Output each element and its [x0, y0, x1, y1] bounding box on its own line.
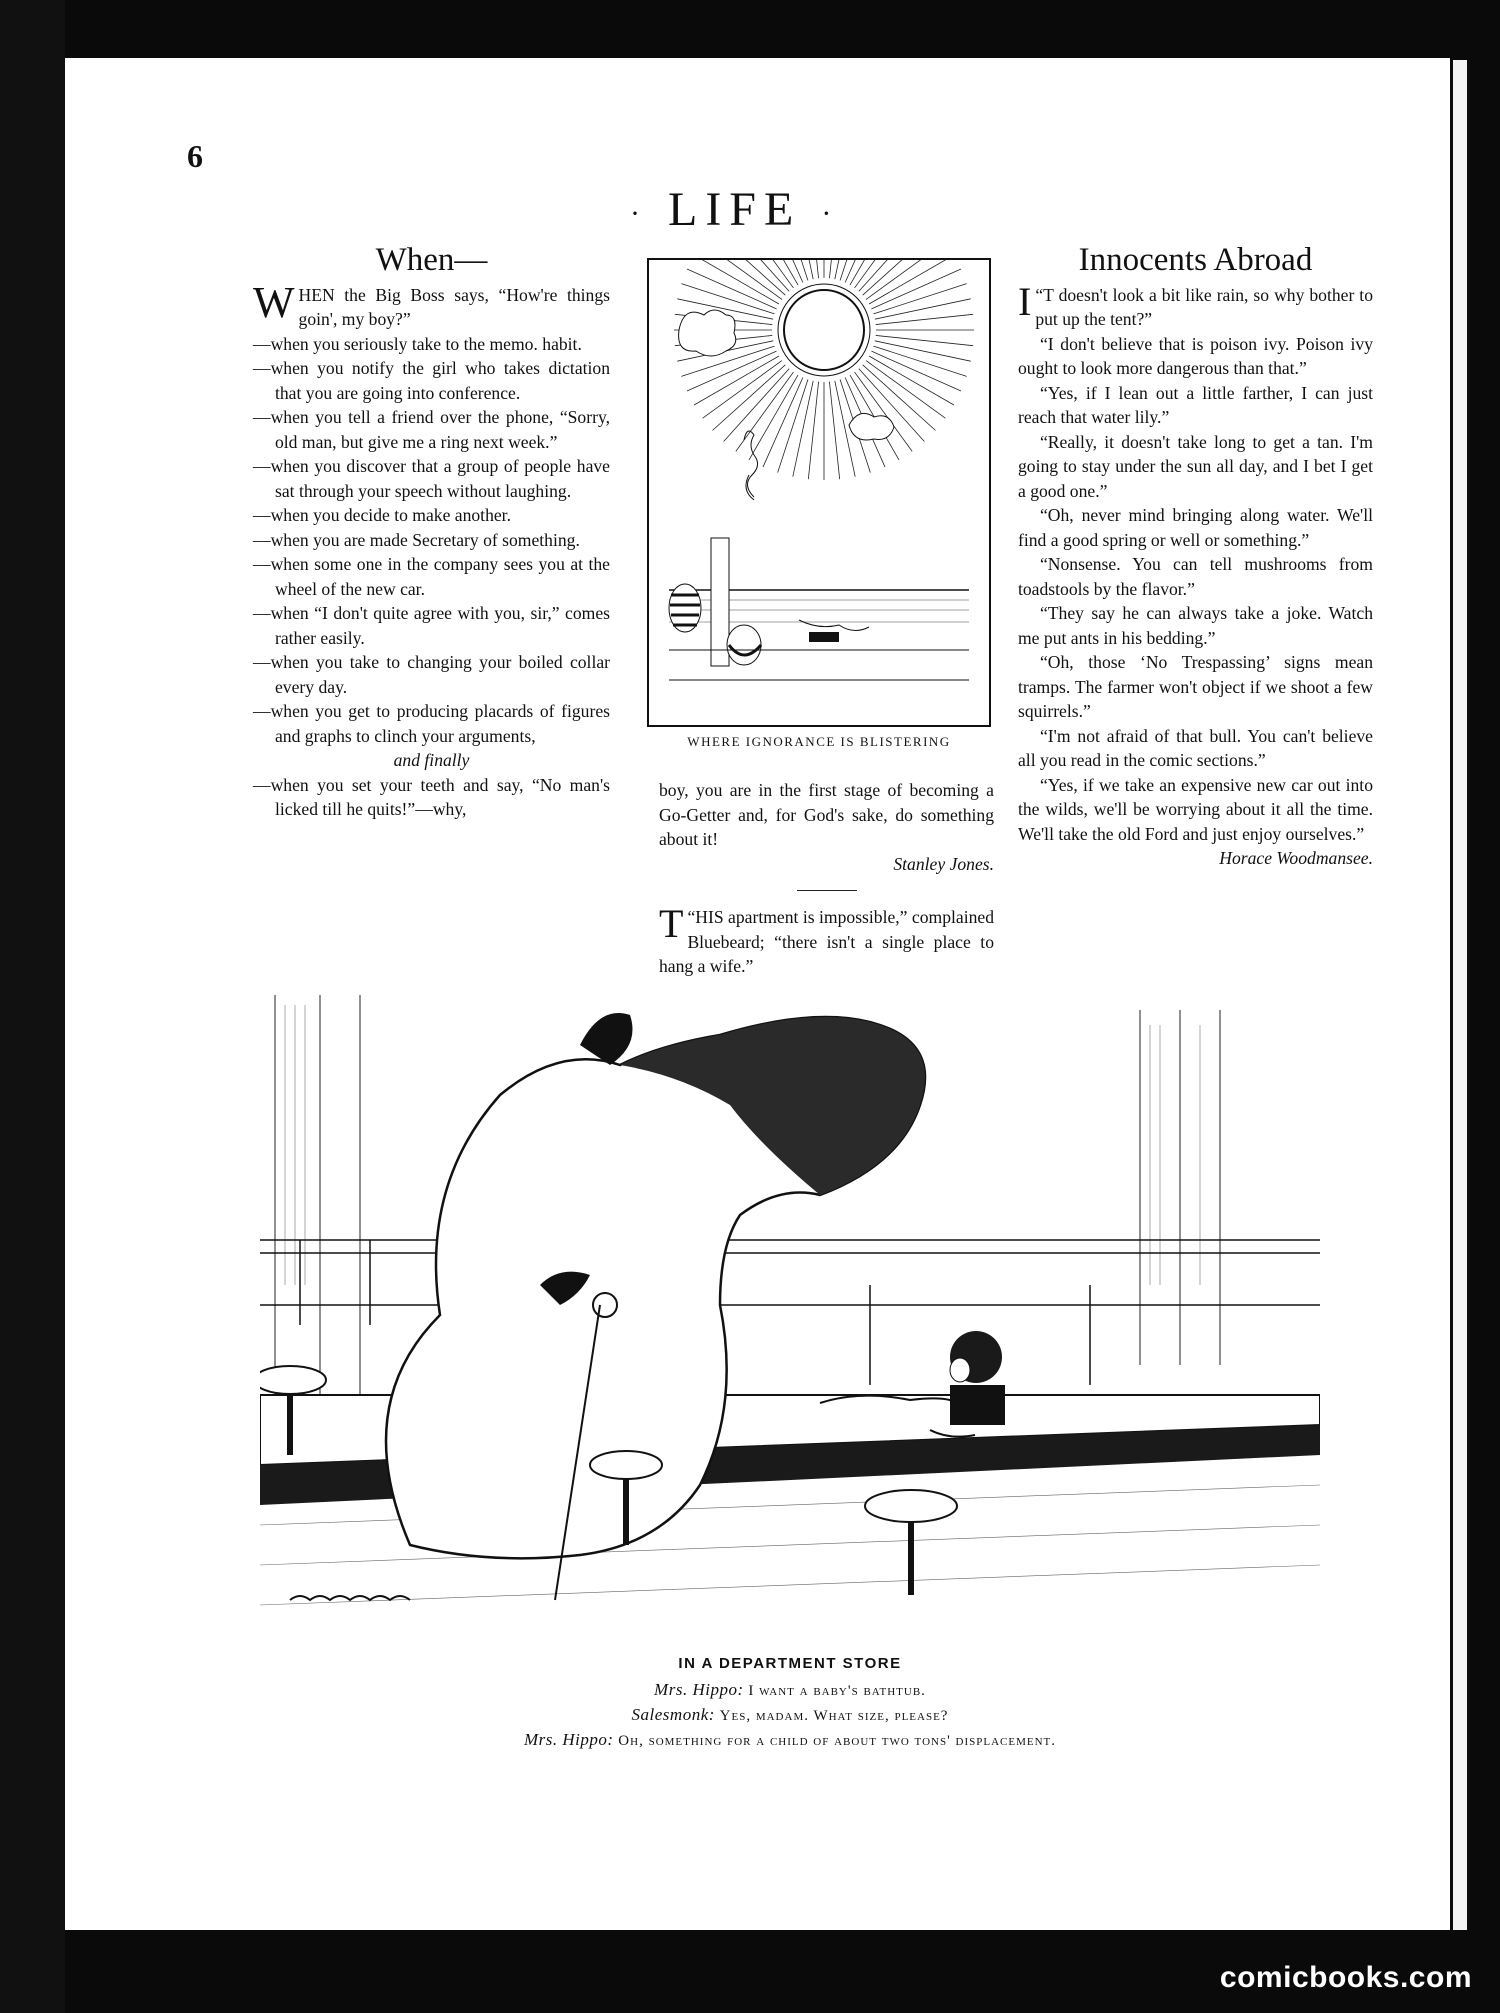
cartoon-dialogue — [260, 1678, 1320, 1753]
innocents-paragraph: “Really, it doesn't take long to get a tan. I'm going to stay under the sun all day, and I bet I get a good one.” — [1018, 431, 1373, 501]
page-number: 6 — [187, 138, 203, 174]
innocents-paragraph: “Yes, if we take an expensive new car out into the wilds, we'll be worrying about it all the time. We'll take the old Ford and just enjoy ourselves.” — [1018, 774, 1373, 844]
when-item: —when you discover that a group of people have sat through your speech without laughing. — [253, 456, 610, 501]
cartoon-caption — [260, 1655, 1320, 1753]
when-item: —when you take to changing your boiled collar every day. — [253, 652, 610, 697]
cartoon-drawing — [260, 985, 1320, 1623]
cartoon-title: IN A DEPARTMENT STORE — [678, 1655, 902, 1672]
innocents-paragraph: “I don't believe that is poison ivy. Poison ivy ought to look more dangerous than that.” — [1018, 333, 1373, 378]
innocents-first-text: T doesn't look a bit like rain, so why bother to put up the tent?” — [1035, 284, 1373, 329]
when-item: —when you decide to make another. — [253, 505, 511, 525]
innocents-paragraph: “Nonsense. You can tell mushrooms from toadstools by the flavor.” — [1018, 554, 1373, 599]
and-finally: and finally — [393, 750, 470, 770]
dialogue-line — [260, 1703, 1320, 1728]
dialogue-words: I want a baby's bathtub. — [748, 1683, 926, 1699]
when-item: —when “I don't quite agree with you, sir,” comes rather easily. — [253, 603, 610, 648]
when-continuation: boy, you are in the first stage of becoming a Go-Getter and, for God's sake, do something about it! — [659, 780, 994, 849]
dialogue-speaker: Mrs. Hippo: — [654, 1680, 744, 1699]
when-items-list — [253, 332, 610, 749]
when-item: —when you seriously take to the memo. habit. — [253, 333, 582, 354]
middle-column-text — [659, 778, 994, 979]
when-item: —when you notify the girl who takes dictation that you are going into conference. — [253, 358, 610, 403]
next-page-edge — [1453, 60, 1467, 1930]
scan-left-edge — [0, 0, 65, 2013]
innocents-paragraph: “Oh, never mind bringing along water. We'll find a good spring or well or something.” — [1018, 505, 1373, 550]
dialogue-words: Oh, something for a child of about two tons' displacement. — [618, 1733, 1056, 1749]
innocents-paragraphs — [1018, 332, 1373, 847]
innocents-open-quote: “ — [1035, 284, 1044, 305]
illustration-caption: WHERE IGNORANCE IS BLISTERING — [687, 734, 951, 749]
beach-illustration-drawing — [649, 260, 989, 725]
when-item: —when you are made Secretary of something. — [253, 529, 580, 550]
innocents-first-paragraph — [1018, 278, 1373, 332]
masthead-title: LIFE — [668, 183, 802, 236]
drop-cap: W — [253, 277, 295, 327]
divider-rule — [797, 890, 857, 891]
dialogue-speaker: Mrs. Hippo: — [523, 1730, 614, 1749]
beach-illustration — [647, 258, 991, 727]
masthead — [630, 182, 839, 237]
bluebeard-open-quote: “ — [687, 907, 696, 927]
innocents-abroad-article — [1018, 240, 1373, 871]
bluebeard-drop-cap: T — [659, 901, 684, 946]
masthead-dot-left: · — [630, 196, 648, 230]
article-title: When— — [375, 242, 488, 278]
when-item: —when you tell a friend over the phone, “Sorry, old man, but give me a ring next week.” — [253, 407, 610, 452]
watermark: comicbooks.com — [1219, 1961, 1472, 1994]
when-article — [253, 240, 610, 822]
innocents-paragraph: “I'm not afraid of that bull. You can't believe all you read in the comic sections.” — [1018, 725, 1373, 770]
dialogue-line — [260, 1678, 1320, 1703]
innocents-author: Horace Woodmansee. — [1219, 848, 1373, 868]
when-author: Stanley Jones. — [893, 853, 994, 874]
bluebeard-text: HIS apartment is impossible,” complained Bluebeard; “there isn't a single place to hang a wife.” — [659, 907, 994, 976]
when-item: —when some one in the company sees you at the wheel of the new car. — [253, 554, 610, 599]
first-line: HEN the Big Boss says, “How're things goin', my boy?” — [298, 284, 610, 329]
bluebeard-paragraph — [659, 901, 994, 979]
innocents-drop-cap: I — [1018, 278, 1032, 324]
masthead-dot-right: · — [821, 196, 840, 230]
dialogue-speaker: Salesmonk: — [631, 1705, 715, 1724]
article-first-paragraph — [253, 277, 610, 332]
when-item: —when you get to producing placards of figures and graphs to clinch your arguments, — [253, 701, 610, 746]
innocents-title: Innocents Abroad — [1078, 242, 1313, 278]
innocents-paragraph: “Oh, those ‘No Trespassing’ signs mean tramps. The farmer won't object if we shoot a few squirrels.” — [1018, 652, 1373, 721]
innocents-paragraph: “They say he can always take a joke. Watch me put ants in his bedding.” — [1018, 603, 1373, 648]
innocents-paragraph: “Yes, if I lean out a little farther, I can just reach that water lily.” — [1018, 382, 1373, 427]
last-item: —when you set your teeth and say, “No man's licked till he quits!”—why, — [253, 774, 610, 819]
dialogue-words: Yes, madam. What size, please? — [719, 1708, 949, 1724]
dialogue-line — [260, 1728, 1320, 1753]
department-store-cartoon — [260, 985, 1320, 1623]
